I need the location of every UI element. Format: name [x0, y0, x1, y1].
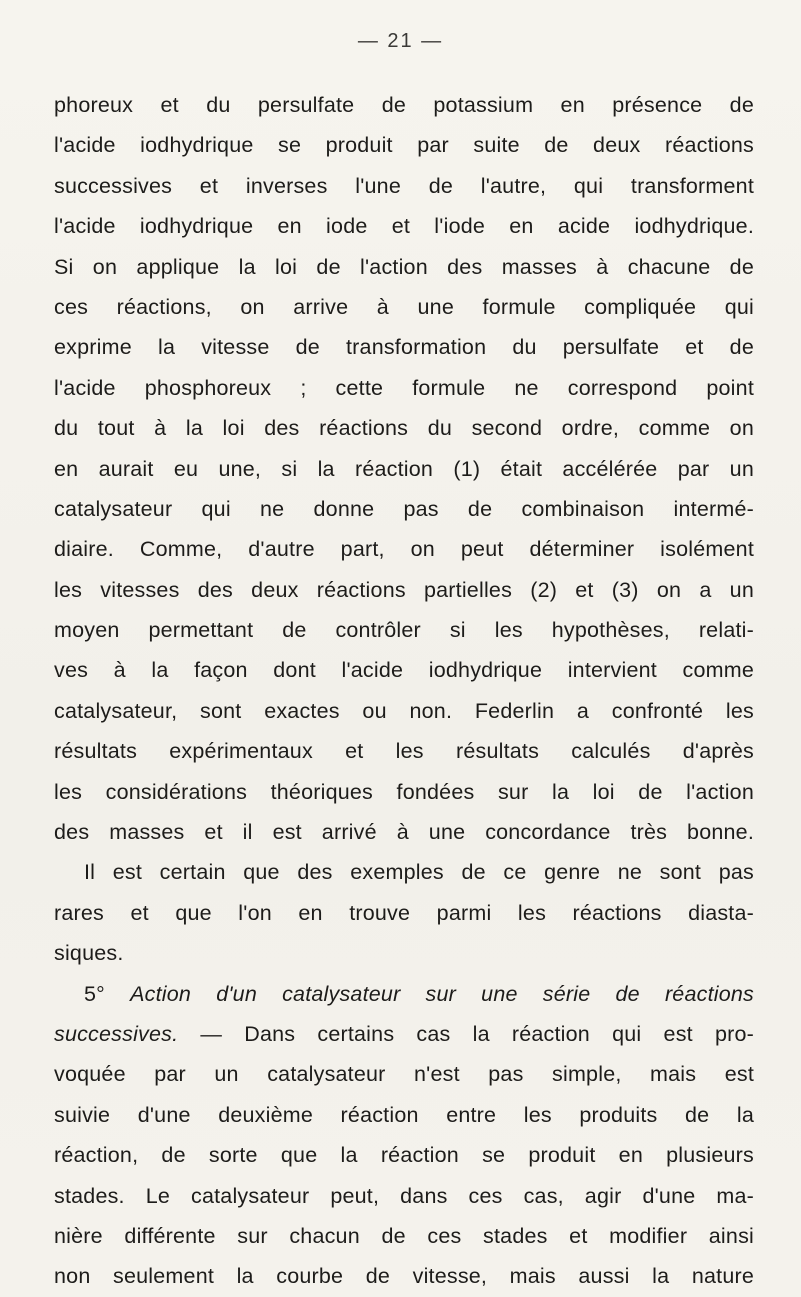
section-heading-line	[54, 974, 754, 1014]
text-line: résultats expérimentaux et les résultats calculés d'après	[54, 739, 754, 764]
text-line: successives. — Dans certains cas la réaction qui est pro-	[54, 1021, 754, 1046]
text-line: du tout à la loi des réactions du second ordre, comme on	[54, 416, 754, 441]
text-line: catalysateur, sont exactes ou non. Federlin a confronté les	[54, 698, 754, 723]
text-line: Il est certain que des exemples de ce genre ne sont pas	[84, 860, 754, 885]
text-line: diaire. Comme, d'autre part, on peut déterminer isolément	[54, 537, 754, 562]
page-number: — 21 —	[357, 30, 444, 52]
text-line: suivie d'une deuxième réaction entre les produits de la	[54, 1102, 754, 1127]
body-text	[54, 85, 754, 1297]
text-line: stades. Le catalysateur peut, dans ces cas, agir d'une ma-	[54, 1183, 754, 1208]
text-line: phoreux et du persulfate de potassium en présence de	[54, 93, 754, 117]
text-line: successives et inverses l'une de l'autre, qui transforment	[54, 173, 754, 198]
text-line: Si on applique la loi de l'action des masses à chacune de	[54, 254, 754, 279]
text-line: rares et que l'on en trouve parmi les réactions diasta-	[54, 900, 754, 925]
text-line: siques.	[54, 941, 124, 966]
text-line: non seulement la courbe de vitesse, mais aussi la nature	[54, 1264, 754, 1289]
text-line: ces réactions, on arrive à une formule compliquée qui	[54, 294, 754, 319]
text-line: l'acide phosphoreux ; cette formule ne correspond point	[54, 375, 754, 400]
text-line: nière différente sur chacun de ces stades et modifier ainsi	[54, 1223, 754, 1248]
section-title-end: successives.	[54, 1021, 179, 1046]
text-line: voquée par un catalysateur n'est pas simple, mais est	[54, 1062, 754, 1087]
text-line: en aurait eu une, si la réaction (1) était accélérée par un	[54, 456, 754, 481]
text-line: l'acide iodhydrique se produit par suite de deux réactions	[54, 133, 754, 158]
text-line: ves à la façon dont l'acide iodhydrique intervient comme	[54, 658, 754, 683]
text-line: des masses et il est arrivé à une concordance très bonne.	[54, 820, 754, 845]
text-line: les vitesses des deux réactions partielles (2) et (3) on a un	[54, 577, 754, 602]
text-line: catalysateur qui ne donne pas de combinaison intermé-	[54, 496, 754, 521]
section-title: Action d'un catalysateur sur une série de réactions	[130, 981, 754, 1006]
text-line: moyen permettant de contrôler si les hypothèses, relati-	[54, 618, 754, 643]
text-line: réaction, de sorte que la réaction se produit en plusieurs	[54, 1143, 754, 1168]
text-line: l'acide iodhydrique en iode et l'iode en acide iodhydrique.	[54, 214, 754, 239]
text-line: les considérations théoriques fondées sur la loi de l'action	[54, 779, 754, 804]
section-number: 5°	[84, 981, 105, 1006]
text-line: exprime la vitesse de transformation du persulfate et de	[54, 335, 754, 360]
